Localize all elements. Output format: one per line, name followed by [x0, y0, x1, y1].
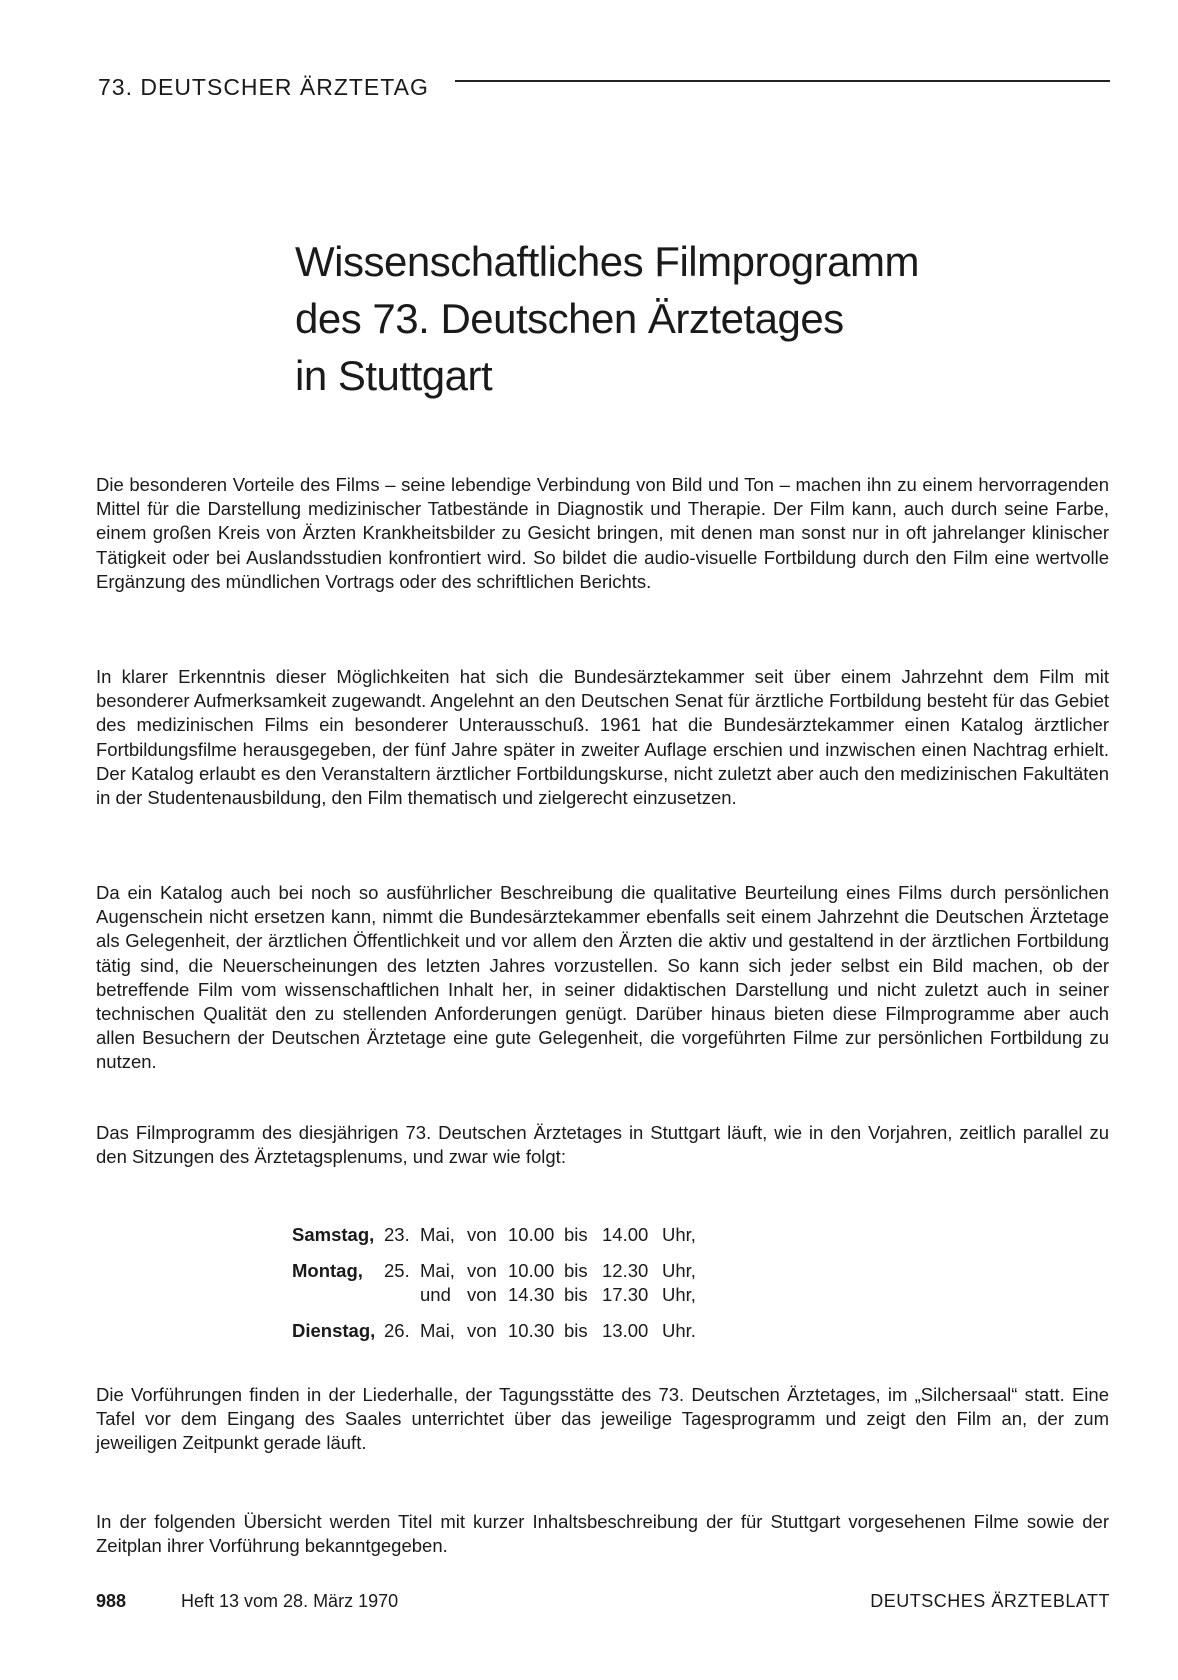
schedule-von: von: [467, 1224, 497, 1245]
journal-name: DEUTSCHES ÄRZTEBLATT: [870, 1591, 1110, 1611]
schedule-bis: bis: [564, 1224, 588, 1245]
schedule-month: Mai,: [420, 1224, 455, 1245]
schedule-uhr: Uhr,: [662, 1260, 696, 1281]
schedule-end-time: 14.00: [602, 1224, 649, 1245]
schedule-start-time: 10.30: [508, 1320, 555, 1341]
schedule-bis: bis: [564, 1260, 588, 1281]
schedule-und: und: [420, 1284, 451, 1305]
running-head: 73. DEUTSCHER ÄRZTETAG: [98, 74, 429, 100]
schedule-uhr: Uhr,: [662, 1224, 696, 1245]
paragraph-schedule-intro: Das Filmprogramm des diesjährigen 73. Deutschen Ärztetages in Stuttgart läuft, wie in den Vorjahren, zeitlich parallel zu den Sitzungen des Ärztetagsplenums, und zwar wie folgt:: [96, 1122, 1109, 1168]
title-line-2: des 73. Deutschen Ärztetages: [295, 295, 844, 342]
page-number: 988: [96, 1591, 127, 1611]
schedule-uhr: Uhr,: [662, 1284, 696, 1305]
schedule-start-time: 10.00: [508, 1260, 555, 1281]
title-line-1: Wissenschaftliches Filmprogramm: [295, 238, 919, 285]
article-title: [295, 233, 919, 404]
schedule-date: 23.: [384, 1224, 410, 1245]
issue-info: Heft 13 vom 28. März 1970: [181, 1591, 399, 1611]
schedule-von: von: [467, 1260, 497, 1281]
schedule-bis: bis: [564, 1284, 588, 1305]
schedule-start-time: 10.00: [508, 1224, 555, 1245]
schedule-day: Samstag,: [292, 1224, 375, 1245]
schedule-end-time: 12.30: [602, 1260, 649, 1281]
paragraph-intro: Die besonderen Vorteile des Films – seine lebendige Verbindung von Bild und Ton – machen ihn zu einem hervorragenden Mittel für die Darstellung medizinischer Tatbestände in Diagnostik und Therapie. Der Film kann, auch durch seine Farbe, einem großen Kreis von Ärzten Krankheitsbilder zu Gesicht bringen, mit denen man sonst nur in oft jahrelanger klinischer Tätigkeit oder bei Auslandsstudien konfrontiert wird. So bildet die audio-visuelle Fortbildung durch den Film eine wertvolle Ergänzung des mündlichen Vortrags oder des schriftlichen Berichts.: [96, 474, 1109, 592]
schedule-end-time: 17.30: [602, 1284, 649, 1305]
schedule-day: Dienstag,: [292, 1320, 376, 1341]
schedule-uhr: Uhr.: [662, 1320, 696, 1341]
schedule-date: 25.: [384, 1260, 410, 1281]
paragraph-film-program: Da ein Katalog auch bei noch so ausführlicher Beschreibung die qualitative Beurteilung eines Films durch persönlichen Augenschein nicht ersetzen kann, nimmt die Bundesärztekammer ebenfalls seit einem Jahrzehnt die Deutschen Ärztetage als Gelegenheit, der ärztlichen Öffentlichkeit und vor allem den Ärzten die aktiv und gestaltend in der ärztlichen Fortbildung tätig sind, die Neuerscheinungen des letzten Jahres vorzustellen. So kann sich jeder selbst ein Bild machen, ob der betreffende Film vom wissenschaftlichen Inhalt her, in seiner didaktischen Darstellung und nicht zuletzt auch in seiner technischen Qualität den zu stellenden Anforderungen genügt. Darüber hinaus bieten diese Filmprogramme aber auch allen Besuchern der Deutschen Ärztetage eine gute Gelegenheit, die vorgeführten Filme zur persönlichen Fortbildung zu nutzen.: [96, 882, 1109, 1073]
schedule-bis: bis: [564, 1320, 588, 1341]
title-line-3: in Stuttgart: [295, 352, 493, 399]
schedule-month: Mai,: [420, 1260, 455, 1281]
schedule-end-time: 13.00: [602, 1320, 649, 1341]
schedule-von: von: [467, 1284, 497, 1305]
paragraph-venue: Die Vorführungen finden in der Liederhalle, der Tagungsstätte des 73. Deutschen Ärztetages, im „Silchersaal“ statt. Eine Tafel vor dem Eingang des Saales unterrichtet über das jeweilige Tagesprogramm und zeigt den Film an, der zum jeweiligen Zeitpunkt gerade läuft.: [96, 1384, 1109, 1454]
schedule-date: 26.: [384, 1320, 410, 1341]
schedule-day: Montag,: [292, 1260, 363, 1281]
schedule-von: von: [467, 1320, 497, 1341]
paragraph-catalog: In klarer Erkenntnis dieser Möglichkeiten hat sich die Bundesärztekammer seit über einem Jahrzehnt dem Film mit besonderer Aufmerksamkeit zugewandt. Angelehnt an den Deutschen Senat für ärztliche Fortbildung besteht für das Gebiet des medizinischen Films ein besonderer Unterausschuß. 1961 hat die Bundesärztekammer einen Katalog ärztlicher Fortbildungsfilme herausgegeben, der fünf Jahre später in zweiter Auflage erschien und inzwischen einen Nachtrag erhielt. Der Katalog erlaubt es den Veranstaltern ärztlicher Fortbildungskurse, nicht zuletzt aber auch den medizinischen Fakultäten in der Studentenausbildung, den Film thematisch und zielgerecht einzusetzen.: [96, 666, 1109, 809]
schedule-month: Mai,: [420, 1320, 455, 1341]
schedule-start-time: 14.30: [508, 1284, 555, 1305]
paragraph-overview: In der folgenden Übersicht werden Titel mit kurzer Inhaltsbeschreibung der für Stuttgart vorgesehenen Filme sowie der Zeitplan ihrer Vorführung bekanntgegeben.: [96, 1511, 1109, 1557]
header-rule: [455, 80, 1110, 82]
